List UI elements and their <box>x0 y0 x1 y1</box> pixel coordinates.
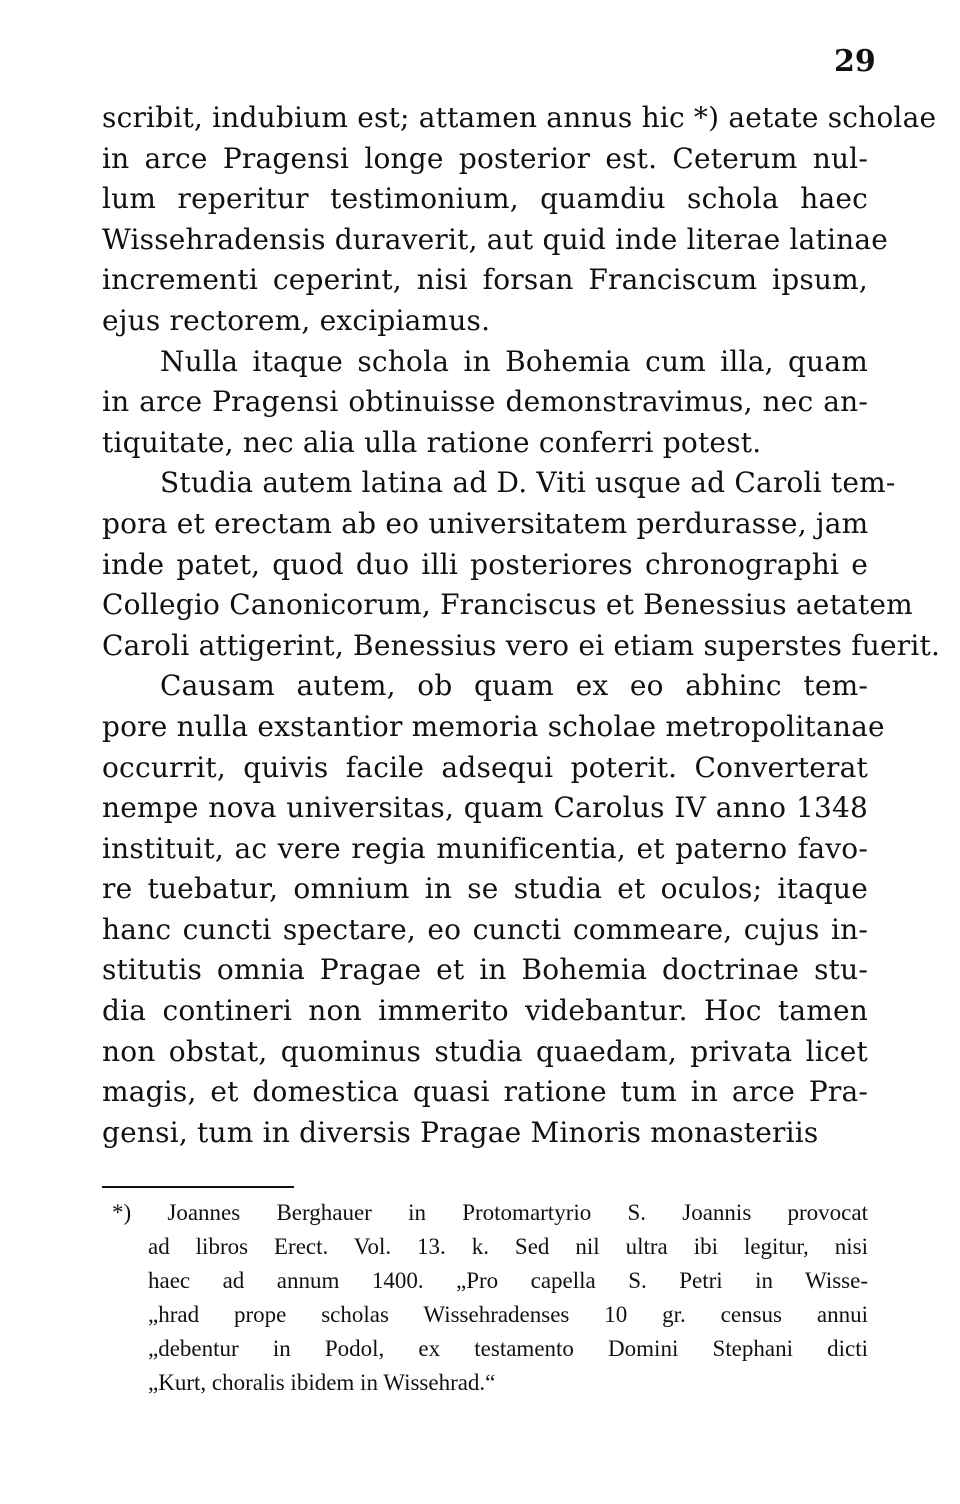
paragraph <box>102 666 885 1153</box>
footnote-separator <box>102 1186 294 1188</box>
text-line: stitutis omnia Pragae et in Bohemia doctrinae stu- <box>102 953 868 987</box>
text-line: Collegio Canonicorum, Franciscus et Benessius aetatem <box>102 588 913 622</box>
footnote-line: haec ad annum 1400. „Pro capella S. Petri in Wisse- <box>148 1268 868 1293</box>
paragraph <box>102 463 941 666</box>
footnote <box>112 1196 868 1400</box>
main-text <box>102 98 941 1153</box>
text-line: scribit, indubium est; attamen annus hic *) aetate scholae <box>102 101 937 134</box>
text-line: in arce Pragensi longe posterior est. Ceterum nul- <box>102 141 868 175</box>
paragraph <box>102 342 868 464</box>
text-line: Causam autem, ob quam ex eo abhinc tem- <box>160 669 868 703</box>
text-line: dia contineri non immerito videbantur. Hoc tamen <box>102 994 868 1028</box>
text-line: gensi, tum in diversis Pragae Minoris monasteriis <box>102 1115 819 1149</box>
text-line: Studia autem latina ad D. Viti usque ad Caroli tem- <box>160 466 896 500</box>
text-line: pora et erectam ab eo universitatem perdurasse, jam <box>102 506 869 540</box>
text-line: inde patet, quod duo illi posteriores chronographi e <box>102 547 868 581</box>
footnote-line: „debentur in Podol, ex testamento Domini Stephani dicti <box>148 1336 868 1361</box>
text-line: tiquitate, nec alia ulla ratione conferri potest. <box>102 425 762 459</box>
text-line: re tuebatur, omnium in se studia et oculos; itaque <box>102 872 868 906</box>
text-line: pore nulla exstantior memoria scholae metropolitanae <box>102 709 885 743</box>
text-line: occurrit, quivis facile adsequi poterit. Converterat <box>102 750 868 784</box>
text-line: Caroli attigerint, Benessius vero ei etiam superstes fuerit. <box>102 628 941 662</box>
text-line: in arce Pragensi obtinuisse demonstravimus, nec an- <box>102 385 868 419</box>
text-line: lum reperitur testimonium, quamdiu schola haec <box>102 182 868 216</box>
footnote-line: „hrad prope scholas Wissehradenses 10 gr. census annui <box>148 1302 868 1327</box>
page-number: 29 <box>834 44 876 79</box>
text-line: Nulla itaque schola in Bohemia cum illa, quam <box>160 344 868 378</box>
text-line: hanc cuncti spectare, eo cuncti commeare, cujus in- <box>102 912 868 946</box>
footnote-line: ad libros Erect. Vol. 13. k. Sed nil ultra ibi legitur, nisi <box>148 1234 868 1259</box>
text-line: nempe nova universitas, quam Carolus IV anno 1348 <box>102 791 868 825</box>
text-line: non obstat, quominus studia quaedam, privata licet <box>102 1034 868 1068</box>
text-line: ejus rectorem, excipiamus. <box>102 303 491 337</box>
text-line: Wissehradensis duraverit, aut quid inde literae latinae <box>102 222 889 256</box>
paragraph <box>102 98 937 342</box>
footnote-line: „Kurt, choralis ibidem in Wissehrad.“ <box>148 1370 496 1395</box>
text-line: magis, et domestica quasi ratione tum in arce Pra- <box>102 1075 868 1109</box>
text-line: incrementi ceperint, nisi forsan Franciscum ipsum, <box>102 263 868 297</box>
text-line: instituit, ac vere regia munificentia, et paterno favo- <box>102 831 868 865</box>
footnote-line: *) Joannes Berghauer in Protomartyrio S. Joannis provocat <box>112 1200 868 1225</box>
